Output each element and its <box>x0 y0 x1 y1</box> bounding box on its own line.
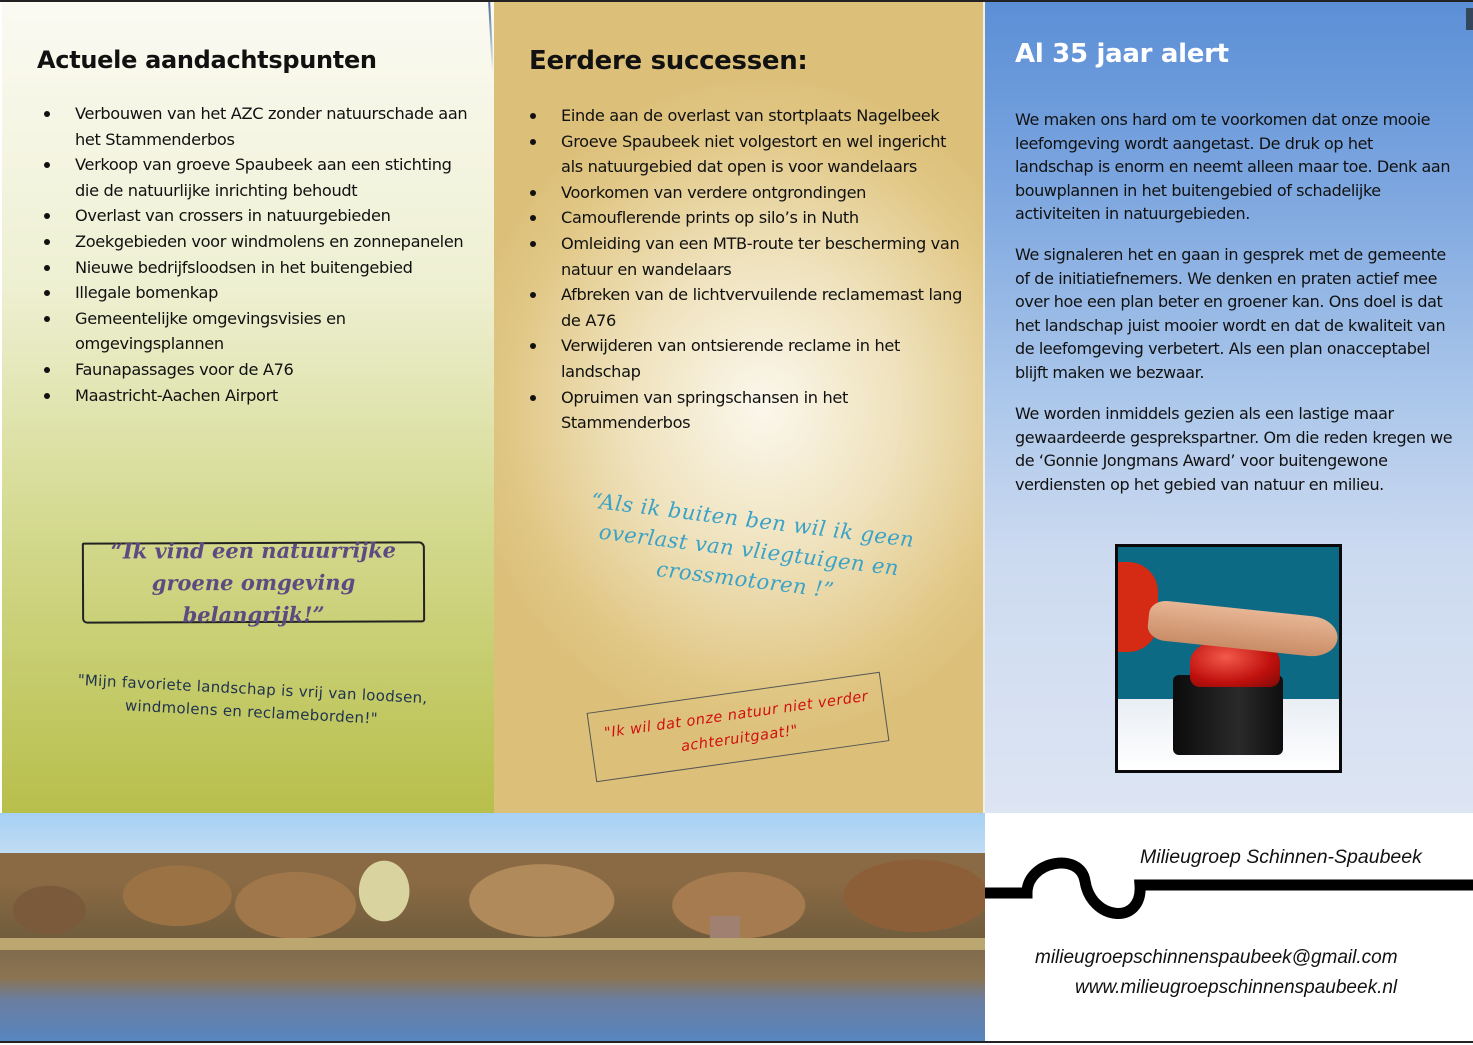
list-item: Verkoop van groeve Spaubeek aan een stichting die de natuurlijke inrichting behoudt <box>40 152 470 203</box>
panel-35-years-alert <box>985 2 1473 813</box>
list-item: Einde aan de overlast van stortplaats Nagelbeek <box>526 103 966 129</box>
concerns-list <box>40 101 470 408</box>
quote-nature-decline <box>587 672 890 783</box>
paragraph-approach: We signaleren het en gaan in gesprek met de gemeente of de initiatiefnemers. We denken en praten actief mee over hoe een plan beter en groener kan. Ons doel is dat het landschap juist mooier wordt en dat de kwaliteit van de leefomgeving verbetert. Als een plan onacceptabel blijft maken we bezwaar. <box>1015 245 1446 382</box>
list-item: Omleiding van een MTB-route ter bescherming van natuur en wandelaars <box>526 231 966 282</box>
list-item: Faunapassages voor de A76 <box>40 357 470 383</box>
successes-list <box>526 103 966 436</box>
list-item: Nieuwe bedrijfsloodsen in het buitengebied <box>40 255 470 281</box>
quote-no-nuisance: “Als ik buiten ben wil ik geen overlast van vliegtuigen en crossmotoren !” <box>589 488 916 603</box>
list-item: Verbouwen van het AZC zonder natuurschade aan het Stammenderbos <box>40 101 470 152</box>
heading-past-successes: Eerdere successen: <box>529 46 808 76</box>
list-item: Overlast van crossers in natuurgebieden <box>40 203 470 229</box>
organization-name: Milieugroep Schinnen-Spaubeek <box>1140 846 1422 868</box>
list-item: Illegale bomenkap <box>40 280 470 306</box>
panel-past-successes <box>494 2 984 813</box>
heading-current-concerns: Actuele aandachtspunten <box>37 46 377 74</box>
heading-35-years-alert: Al 35 jaar alert <box>1015 39 1229 69</box>
quote-text: “Ik vind een natuurrijke groene omgeving belangrijk!” <box>110 537 397 627</box>
quote-natural-environment <box>82 537 425 627</box>
email-link[interactable]: milieugroepschinnenspaubeek@gmail.com <box>1035 947 1398 968</box>
quote-text: "Ik wil dat onze natuur niet verder achteruitgaat!" <box>603 688 870 756</box>
list-item: Gemeentelijke omgevingsvisies en omgevingsplannen <box>40 306 470 357</box>
panel-current-concerns <box>2 2 494 813</box>
corner-tab <box>1466 8 1473 30</box>
quote-favorite-landscape: "Mijn favoriete landschap is vrij van loodsen, windmolens en reclameborden!" <box>77 670 428 728</box>
photo-autumn-lake <box>0 813 985 1041</box>
list-item: Zoekgebieden voor windmolens en zonnepanelen <box>40 229 470 255</box>
list-item: Voorkomen van verdere ontgrondingen <box>526 180 966 206</box>
paragraph-award: We worden inmiddels gezien als een lastige maar gewaardeerde gesprekspartner. Om die reden kregen we de ‘Gonnie Jongmans Award’ voor buitengewone verdiensten op het gebied van natuur en milieu. <box>1015 404 1453 494</box>
list-item: Maastricht-Aachen Airport <box>40 383 470 409</box>
page-bottom-border <box>0 1041 1473 1043</box>
panel-divider <box>983 2 985 813</box>
wave-line-logo-icon <box>985 851 1473 931</box>
contact-block <box>985 813 1473 1041</box>
list-item: Groeve Spaubeek niet volgestort en wel ingericht als natuurgebied dat open is voor wandelaars <box>526 129 966 180</box>
list-item: Afbreken van de lichtvervuilende reclamemast lang de A76 <box>526 282 966 333</box>
website-link[interactable]: www.milieugroepschinnenspaubeek.nl <box>1075 977 1398 998</box>
photo-hand-red-button <box>1115 544 1342 773</box>
list-item: Camouflerende prints op silo’s in Nuth <box>526 205 966 231</box>
list-item: Opruimen van springschansen in het Stammenderbos <box>526 385 966 436</box>
paragraph-mission: We maken ons hard om te voorkomen dat onze mooie leefomgeving wordt aangetast. De druk op het landschap is enorm en neemt alleen maar toe. Denk aan bouwplannen in het buitengebied of schadelijke activiteiten in natuurgebieden. <box>1015 110 1451 224</box>
list-item: Verwijderen van ontsierende reclame in het landschap <box>526 333 966 384</box>
page-top-border <box>0 0 1473 2</box>
